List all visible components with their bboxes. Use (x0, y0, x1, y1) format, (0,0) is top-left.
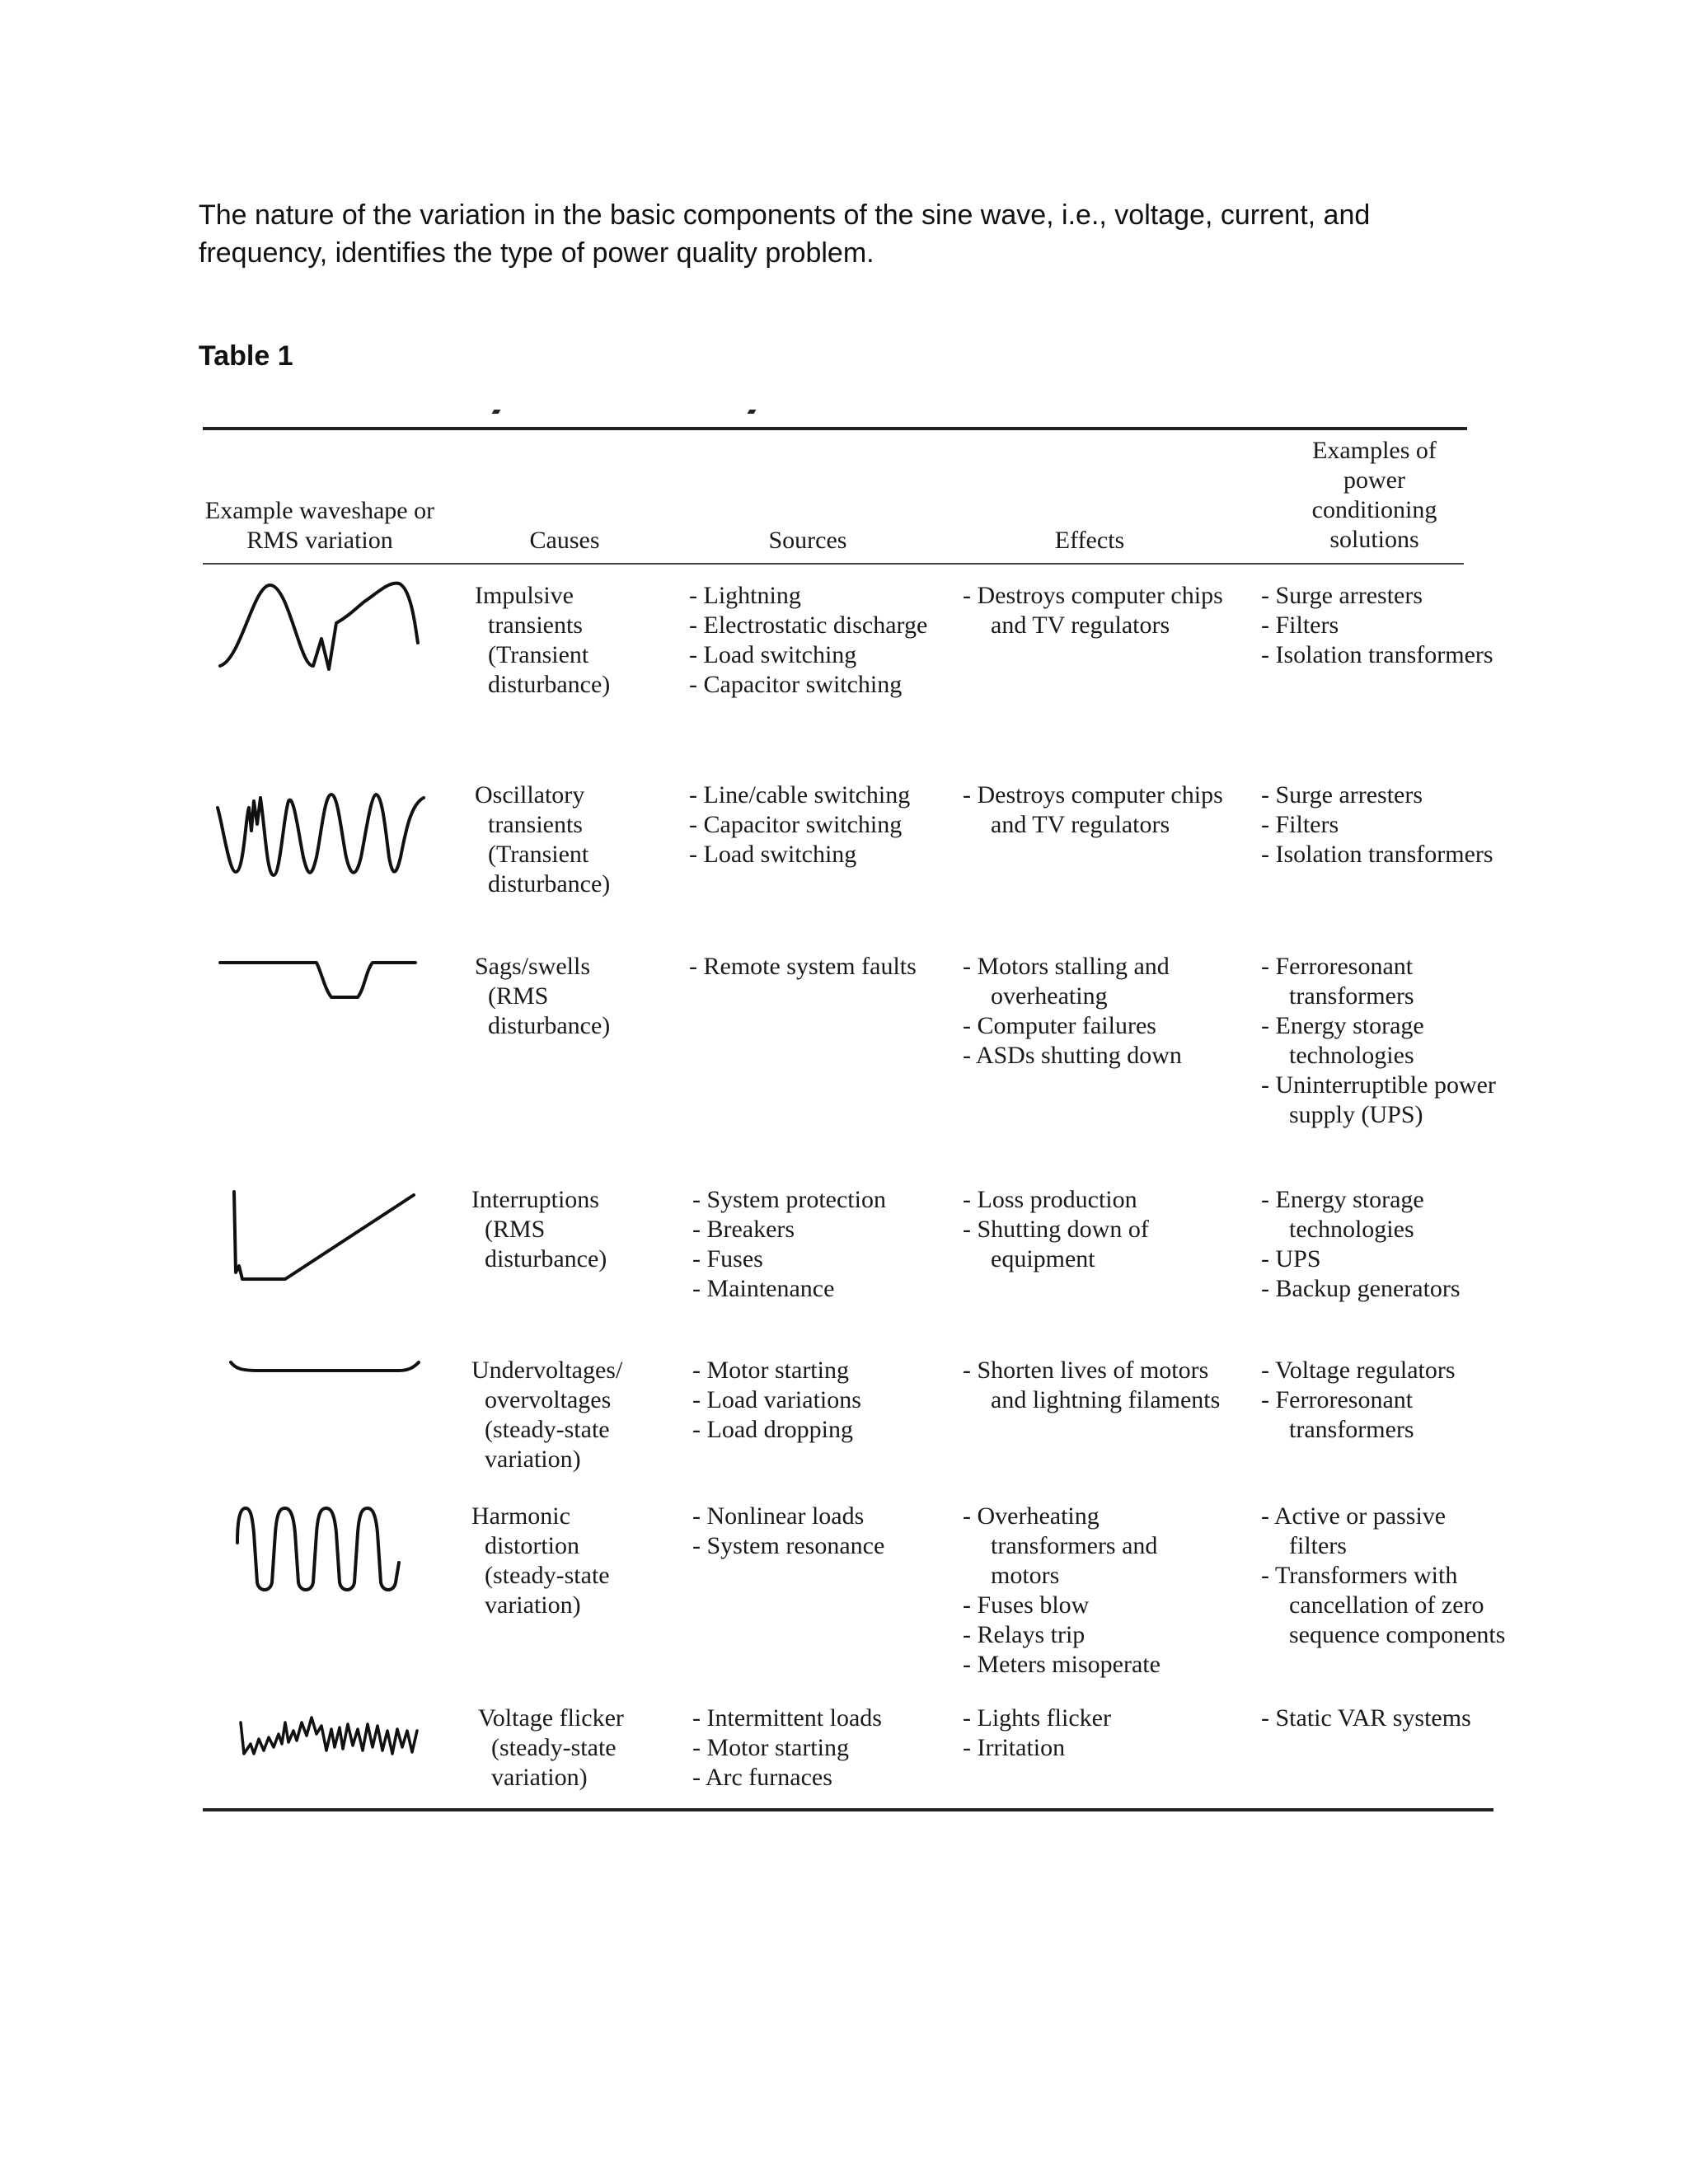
scan-mark (748, 410, 757, 414)
header-solutions: Examples of power conditioning solutions (1311, 437, 1437, 553)
list-item: - Surge arresters (1261, 582, 1423, 609)
list-item: - Load switching (689, 641, 857, 668)
list-item: - Shorten lives of motors and lightning filaments (963, 1357, 1221, 1413)
effects-list (963, 1185, 1226, 1274)
cause-impulsive-transients: Impulsive transients (Transient disturbance) (475, 582, 611, 698)
undervoltage-overvoltage-wave-icon (226, 1356, 424, 1380)
effects-list (963, 581, 1226, 640)
list-item: - Lights flicker (963, 1704, 1111, 1732)
interruption-wave-icon (223, 1187, 420, 1286)
list-item: - Load dropping (692, 1416, 853, 1443)
voltage-flicker-wave-icon (236, 1706, 434, 1764)
list-item: - Backup generators (1261, 1275, 1461, 1302)
header-causes: Causes (529, 527, 600, 554)
list-item: - Load switching (689, 841, 857, 868)
intro-paragraph: The nature of the variation in the basic components of the sine wave, i.e., voltage, current, and frequency, identifies the type of power quality problem. (199, 199, 1371, 269)
list-item: - Loss production (963, 1186, 1137, 1213)
list-item: - Maintenance (692, 1275, 835, 1302)
solutions-list (1261, 1185, 1500, 1304)
list-item: - Nonlinear loads (692, 1502, 865, 1530)
table-bottom-rule (203, 1808, 1493, 1811)
list-item: - Relays trip (963, 1621, 1085, 1648)
sources-list (692, 1185, 940, 1304)
list-item: - Ferroresonant transformers (1261, 953, 1414, 1010)
list-item: - Destroys computer chips and TV regulators (963, 781, 1223, 838)
cause-oscillatory-transients: Oscillatory transients (Transient disturbance) (475, 781, 611, 898)
table-header-rule (203, 563, 1464, 565)
list-item: - System protection (692, 1186, 886, 1213)
table-top-rule (203, 427, 1467, 430)
list-item: - Load variations (692, 1386, 861, 1413)
list-item: - System resonance (692, 1532, 885, 1559)
list-item: - Isolation transformers (1261, 641, 1493, 668)
header-waveshape: Example waveshape or RMS variation (204, 497, 435, 554)
solutions-list (1261, 1502, 1508, 1650)
list-item: - Fuses blow (963, 1591, 1090, 1619)
sources-list (689, 581, 936, 700)
scan-mark (492, 410, 501, 414)
list-item: - ASDs shutting down (963, 1042, 1182, 1069)
impulsive-transient-wave-icon (216, 577, 422, 676)
list-item: - Uninterruptible power supply (UPS) (1261, 1071, 1496, 1128)
list-item: - Voltage regulators (1261, 1357, 1456, 1384)
cause-voltage-flicker: Voltage flicker (steady-state variation) (478, 1704, 624, 1791)
cause-harmonic-distortion: Harmonic distortion (steady-state variation) (471, 1502, 610, 1619)
list-item: - Fuses (692, 1245, 763, 1272)
list-item: - Arc furnaces (692, 1764, 832, 1791)
list-item: - UPS (1261, 1245, 1321, 1272)
list-item: - Capacitor switching (689, 811, 903, 838)
sources-list (689, 952, 928, 982)
effects-list (963, 1502, 1226, 1680)
list-item: - Energy storage technologies (1261, 1012, 1424, 1069)
cause-sags-swells: Sags/swells (RMS disturbance) (475, 953, 611, 1039)
list-item: - Overheating transformers and motors (963, 1502, 1158, 1589)
list-item: - Filters (1261, 811, 1339, 838)
effects-list (963, 1704, 1226, 1763)
list-item: - Energy storage technologies (1261, 1186, 1424, 1243)
list-item: - Irritation (963, 1734, 1066, 1761)
sources-list (689, 780, 936, 869)
list-item: - Capacitor switching (689, 671, 903, 698)
solutions-list (1261, 1356, 1508, 1445)
list-item: - Electrostatic discharge (689, 612, 928, 639)
list-item: - Remote system faults (689, 953, 917, 980)
list-item: - Filters (1261, 612, 1339, 639)
list-item: - Breakers (692, 1216, 795, 1243)
sources-list (692, 1704, 948, 1793)
solutions-list (1261, 780, 1500, 869)
solutions-list (1261, 952, 1500, 1130)
list-item: - Ferroresonant transformers (1261, 1386, 1414, 1443)
sources-list (692, 1356, 940, 1445)
harmonic-distortion-wave-icon (231, 1500, 420, 1599)
effects-list (963, 780, 1226, 840)
effects-list (963, 1356, 1226, 1415)
list-item: - Lightning (689, 582, 801, 609)
list-item: - Motor starting (692, 1357, 849, 1384)
list-item: - Line/cable switching (689, 781, 911, 808)
list-item: - Destroys computer chips and TV regulators (963, 582, 1223, 639)
list-item: - Transformers with cancellation of zero sequence components (1261, 1562, 1506, 1648)
cause-interruptions: Interruptions (RMS disturbance) (471, 1186, 607, 1272)
list-item: - Motor starting (692, 1734, 849, 1761)
table-caption: Table 1 (199, 340, 293, 372)
effects-list (963, 952, 1226, 1071)
oscillatory-transient-wave-icon (213, 783, 429, 886)
list-item: - Motors stalling and overheating (963, 953, 1170, 1010)
sources-list (692, 1502, 940, 1561)
solutions-list (1261, 1704, 1500, 1733)
cause-undervoltages-overvoltages: Undervoltages/ overvoltages (steady-state variation) (471, 1357, 623, 1473)
header-effects: Effects (1054, 527, 1125, 554)
list-item: - Intermittent loads (692, 1704, 882, 1732)
list-item: - Meters misoperate (963, 1651, 1160, 1678)
list-item: - Shutting down of equipment (963, 1216, 1149, 1272)
list-item: - Active or passive filters (1261, 1502, 1447, 1559)
solutions-list (1261, 581, 1500, 670)
list-item: - Surge arresters (1261, 781, 1423, 808)
header-sources: Sources (768, 527, 847, 554)
list-item: - Static VAR systems (1261, 1704, 1471, 1732)
list-item: - Isolation transformers (1261, 841, 1493, 868)
sag-swell-wave-icon (216, 948, 422, 1005)
list-item: - Computer failures (963, 1012, 1156, 1039)
